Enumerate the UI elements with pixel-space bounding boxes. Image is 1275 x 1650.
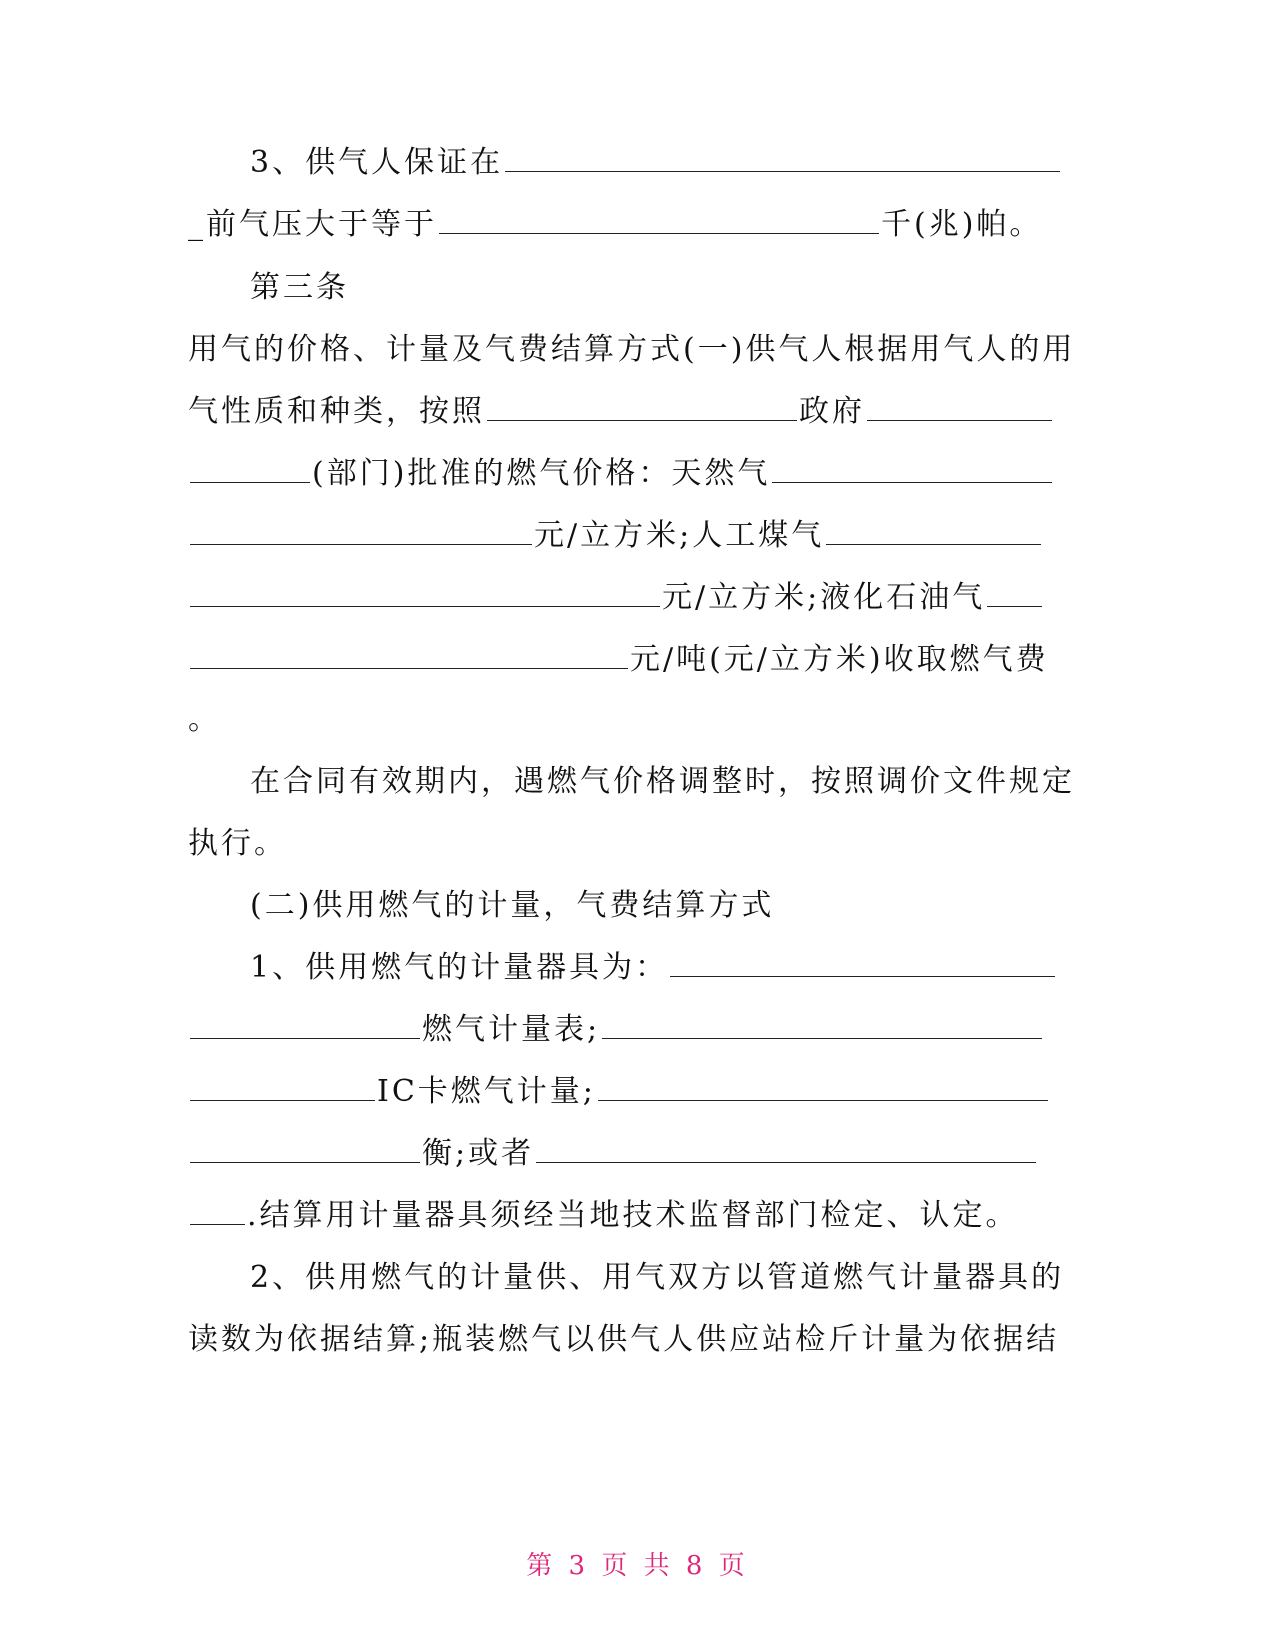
paragraph-line — [188, 516, 1043, 556]
fill-blank — [598, 1072, 1048, 1101]
paragraph-line — [188, 1196, 1019, 1236]
text-segment: 在合同有效期内，遇燃气价格调整时，按照调价文件规定 — [250, 764, 1075, 799]
article-title: 第三条 — [250, 270, 349, 305]
footer-suffix: 页 — [718, 1551, 749, 1581]
current-page-number: 3 — [568, 1551, 590, 1581]
paragraph-line — [188, 330, 1075, 370]
text-segment: 元/吨(元/立方米)收取燃气费 — [630, 642, 1049, 677]
fill-blank — [670, 948, 1055, 977]
text-segment: 用气的价格、计量及气费结算方式(一)供气人根据用气人的用 — [188, 332, 1076, 367]
fill-blank — [190, 1010, 420, 1039]
paragraph-line — [188, 578, 1044, 618]
paragraph-line — [188, 1134, 1038, 1174]
text-segment: 元/立方米;液化石油气 — [662, 580, 986, 615]
paragraph-line — [250, 762, 1075, 802]
text-segment: (二)供用燃气的计量，气费结算方式 — [250, 888, 775, 923]
text-segment: 燃气计量表; — [422, 1012, 601, 1047]
fill-blank — [602, 1010, 1042, 1039]
paragraph-line — [188, 454, 1054, 494]
fill-blank — [190, 578, 660, 607]
paragraph-line — [188, 1010, 1044, 1050]
fill-blank — [536, 1134, 1036, 1163]
section-heading — [250, 886, 774, 926]
text-segment: 元/立方米;人工煤气 — [534, 518, 825, 553]
paragraph-line — [188, 700, 221, 740]
paragraph-line — [188, 1072, 1050, 1112]
fill-blank — [505, 143, 1060, 172]
footer-prefix: 第 — [526, 1551, 557, 1581]
paragraph-line — [188, 824, 287, 864]
text-segment: 执行。 — [188, 826, 287, 861]
total-page-count: 8 — [685, 1551, 707, 1581]
text-segment: 读数为依据结算;瓶装燃气以供气人供应站检斤计量为依据结 — [188, 1322, 1060, 1357]
paragraph-line — [188, 1320, 1059, 1360]
pressure-line — [188, 205, 1042, 245]
paragraph-line — [188, 392, 1054, 432]
fill-blank — [867, 392, 1052, 421]
fill-blank — [190, 516, 532, 545]
text-segment: 1、供用燃气的计量器具为： — [250, 950, 669, 985]
text-segment: IC卡燃气计量; — [377, 1074, 596, 1109]
text-segment: 衡;或者 — [422, 1136, 535, 1171]
fill-blank — [190, 1134, 420, 1163]
fill-blank — [439, 205, 879, 234]
fill-blank — [487, 392, 797, 421]
text-segment: 千(兆)帕。 — [881, 207, 1043, 242]
fill-blank — [190, 1196, 245, 1225]
paragraph-line — [188, 640, 1049, 680]
fill-blank — [772, 454, 1052, 483]
fill-blank — [190, 1072, 375, 1101]
fill-blank — [987, 578, 1042, 607]
article-heading — [250, 268, 349, 308]
text-segment: (部门)批准的燃气价格：天然气 — [312, 456, 771, 491]
clause-3-line — [250, 143, 1062, 183]
fill-blank — [190, 454, 310, 483]
text-segment: 政府 — [799, 394, 865, 429]
fill-blank — [190, 640, 628, 669]
footer-mid: 页 共 — [601, 1551, 674, 1581]
text-segment: 。 — [188, 702, 221, 737]
text-segment: 2、供用燃气的计量供、用气双方以管道燃气计量器具的 — [250, 1260, 1065, 1295]
paragraph-line — [250, 948, 1057, 988]
text-segment: .结算用计量器具须经当地技术监督部门检定、认定。 — [247, 1198, 1019, 1233]
paragraph-line — [250, 1258, 1064, 1298]
page-footer — [0, 1545, 1275, 1582]
text-segment: 气性质和种类，按照 — [188, 394, 485, 429]
fill-blank — [826, 516, 1041, 545]
text-segment: 3、供气人保证在 — [250, 145, 504, 180]
text-segment: _前气压大于等于 — [188, 207, 437, 242]
